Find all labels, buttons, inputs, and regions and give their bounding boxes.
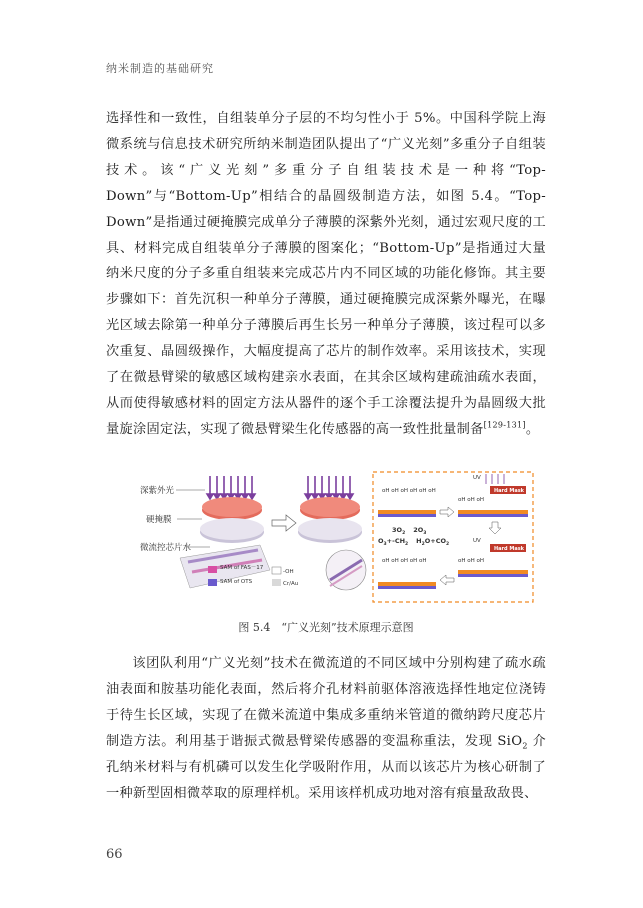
- process-arrow-icon: [272, 515, 296, 531]
- page-number: 66: [106, 847, 123, 862]
- legend-swatch-crau: [272, 579, 281, 586]
- svg-text:oH oH oH: oH oH oH: [458, 558, 484, 564]
- svg-text:oH oH oH oH oH oH: oH oH oH oH oH oH: [382, 488, 436, 494]
- uv-label-1: UV: [473, 475, 481, 481]
- legend-cr-au: Cr/Au: [283, 581, 299, 587]
- figure-5-4: [140, 470, 534, 605]
- text-segment: 。: [525, 421, 540, 437]
- body-paragraph-1: [106, 106, 546, 443]
- legend-swatch-oh: [272, 567, 281, 574]
- subscript: 2: [522, 741, 528, 751]
- paragraph-1-text: [106, 106, 546, 443]
- uv-label-2: UV: [473, 538, 481, 544]
- right-panel: [373, 472, 533, 602]
- legend-swatch-fas: [208, 566, 217, 573]
- paragraph-2-text: [106, 651, 546, 806]
- step-arrow-3-icon: [440, 575, 454, 585]
- svg-text:oH oH oH: oH oH oH: [458, 497, 484, 503]
- text-segment: 选择性和一致性，自组装单分子层的不均匀性小于 5%。中国科学院上海微系统与信息技术研究所纳米制造团队提出了“广义光刻”多重分子自组装技术。该“广义光刻”多重分子自组装技术是一种将“Top-Down”与“Bottom-Up”相结合的晶圆级制造方法，如图 5.4。“Top-Down”是指通过硬掩膜完成单分子薄膜的深紫外光刻，通过宏观尺度的工具、材料完成自组装单分子薄膜的图案化；“Bottom-Up”是指通过大量纳米尺度的分子多重自组装来完成芯片内不同区域的功能化修饰。其主要步骤如下：首先沉积一种单分子薄膜，通过硬掩膜完成深紫外曝光，在曝光区域去除第一种单分子薄膜后再生长另一种单分子薄膜，该过程可以多次重复、晶圆级操作，大幅度提高了芯片的制作效率。采用该技术，实现了在微悬臂梁的敏感区域构建亲水表面，在其余区域构建疏油疏水表面，从而使得敏感材料的固定方法从器件的逐个手工涂覆法提升为晶圆级大批量旋涂固定法，实现了微悬臂梁生化传感器的高一致性批量制备: [106, 111, 546, 437]
- legend-oh: -OH: [283, 569, 294, 575]
- text-segment: 介孔纳米材料与有机磷可以发生化学吸附作用，从而以该芯片为核心研制了一种新型固相微萃取的原理样机。采用该样机成功地对溶有痕量敌敌畏、: [106, 733, 546, 801]
- legend-swatch-ots: [208, 579, 217, 586]
- legend-ots: SAM of OTS: [220, 579, 253, 585]
- label-hard-mask: 硬掩膜: [146, 515, 172, 525]
- left-panel: [140, 476, 366, 590]
- eq1: $3O_2$ $2O_3$: [392, 526, 427, 536]
- running-header: 纳米制造的基础研究: [106, 62, 214, 75]
- hard-mask-label-1: Hard Mask: [494, 488, 524, 494]
- legend-fas: SAM of FAS－17: [220, 565, 264, 571]
- step-arrow-2-icon: [489, 522, 501, 534]
- text-segment: 该团队利用“广义光刻”技术在微流道的不同区域中分别构建了疏水疏油表面和胺基功能化表面，然后将介孔材料前驱体溶液选择性地定位浇铸于待生长区域，实现了在微米流道中集成多重纳米管道的微纳跨尺度芯片制造方法。利用基于谐振式微悬臂梁传感器的变温称重法，发现 SiO: [106, 656, 546, 749]
- uv-arrows-left: [207, 476, 255, 499]
- label-uv-light: 深紫外光: [140, 486, 175, 496]
- body-paragraph-2: [106, 651, 546, 806]
- label-microfluidic: 微流控芯片水: [140, 543, 192, 553]
- step-arrow-1-icon: [440, 507, 454, 517]
- figure-caption: 图 5.4 “广义光刻”技术原理示意图: [238, 621, 414, 634]
- citation-ref: [129-131]: [483, 420, 526, 430]
- hard-mask-label-2: Hard Mask: [494, 546, 524, 552]
- figure-illustration: [140, 470, 534, 605]
- eq2: $O_3+-CH_2$ $H_2O+CO_2$: [378, 537, 450, 547]
- svg-text:oH oH oH oH oH: oH oH oH oH oH: [382, 558, 427, 564]
- uv-arrows-right: [305, 476, 353, 499]
